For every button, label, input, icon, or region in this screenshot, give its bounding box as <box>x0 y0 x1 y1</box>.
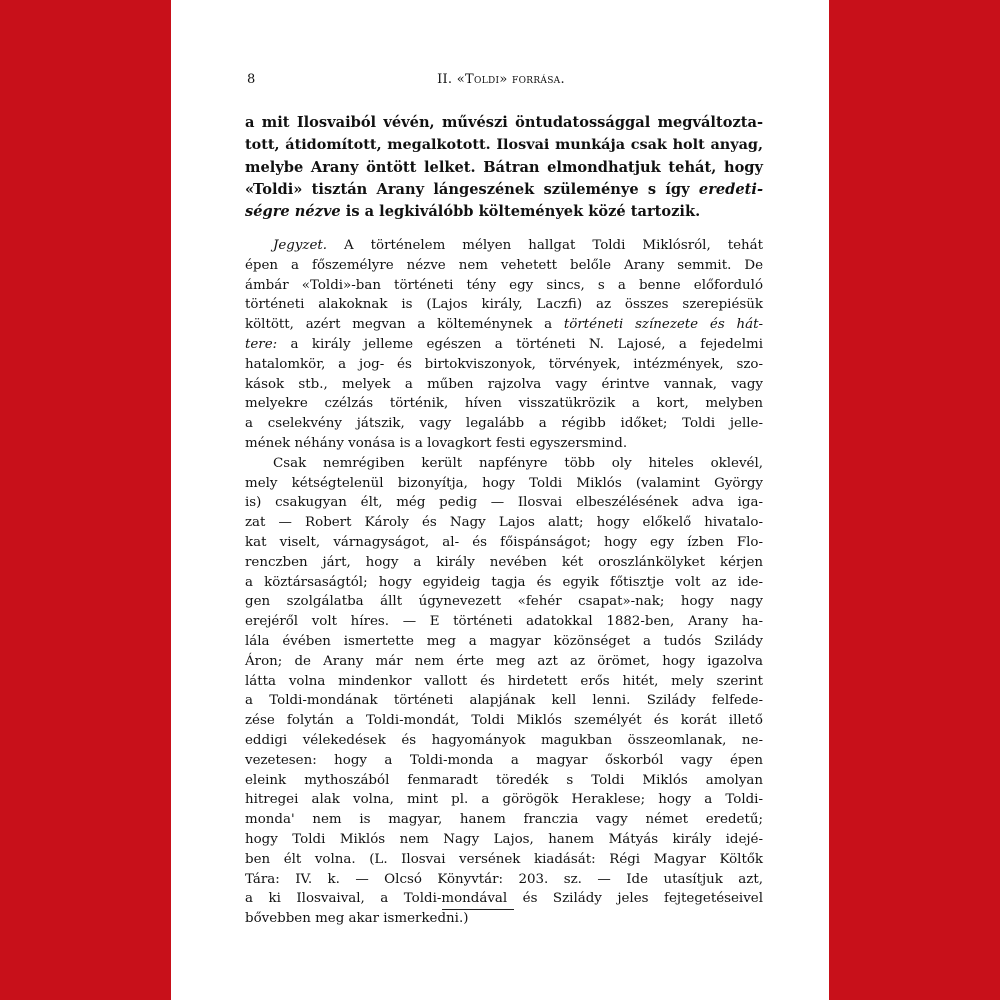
text-line: melybe Arany öntött lelket. Bátran elmondhatjuk tehát, hogy <box>245 158 763 176</box>
end-rule <box>442 909 514 910</box>
page-header <box>247 72 755 92</box>
text-line: eddigi vélekedések és hagyományok magukban összeomlanak, ne- <box>245 732 763 748</box>
text-line <box>245 201 763 223</box>
text-line: vezetesen: hogy a Toldi-monda a magyar őskorból vagy épen <box>245 752 763 768</box>
page-number: 8 <box>247 72 256 87</box>
text-line <box>245 315 763 335</box>
italic-span: történeti színezete és hát- <box>563 317 763 333</box>
italic-span: ségre nézve <box>245 203 341 221</box>
text-line: a köztársaságtól; hogy egyideig tagja és egyik főtisztje volt az ide- <box>245 574 763 590</box>
text-line: lála évében ismertette meg a magyar közönséget a tudós Szilády <box>245 633 763 649</box>
italic-span: tere: <box>245 336 278 352</box>
text-line: bővebben meg akar ismerkedni.) <box>245 911 469 927</box>
text-line: Tára: IV. k. — Olcsó Könyvtár: 203. sz. — Ide utasítjuk azt, <box>245 871 763 887</box>
text-line: kások stb., melyek a műben rajzolva vagy érintve vannak, vagy <box>245 376 763 392</box>
text-line: hatalomkör, a jog- és birtokviszonyok, törvények, intézmények, szo- <box>245 356 763 372</box>
text-line: a Toldi-mondának történeti alapjának kell lenni. Szilády felfede- <box>245 693 763 709</box>
text-line: mének néhány vonása is a lovagkort festi egyszersmind. <box>245 435 628 451</box>
text-line <box>245 236 763 256</box>
text-line: hogy Toldi Miklós nem Nagy Lajos, hanem Mátyás király idejé- <box>245 831 763 847</box>
text-line <box>245 179 763 201</box>
text-line: tott, átidomított, megalkotott. Ilosvai munkája csak holt anyag, <box>245 136 763 154</box>
text-line: ben élt volna. (L. Ilosvai versének kiadását: Régi Magyar Költők <box>245 851 763 867</box>
note-section <box>245 236 763 929</box>
text-line: zése folytán a Toldi-mondát, Toldi Miklós személyét és korát illető <box>245 713 763 729</box>
text-span: A történelem mélyen hallgat Toldi Miklósról, tehát <box>327 238 763 253</box>
text-line: a cselekvény játszik, vagy legalább a régibb időket; Toldi jelle- <box>245 416 763 432</box>
text-line: történeti alakoknak is (Lajos király, Laczfi) az összes szerepiésük <box>245 297 763 313</box>
text-span: «Toldi» tisztán Arany lángeszének szüleménye s így <box>245 180 699 198</box>
text-span: költött, azért megvan a költeménynek a <box>245 317 564 333</box>
text-line: is) csakugyan élt, még pedig — Ilosvai elbeszélésének adva iga- <box>245 495 763 511</box>
text-span: a király jelleme egészen a történeti N. Lajosé, a fejedelmi <box>277 336 763 352</box>
text-line: Csak nemrégiben került napfényre több oly hiteles oklevél, <box>273 455 763 471</box>
text-line: a mit Ilosvaiból vévén, művészi öntudatossággal megváltozta- <box>245 114 763 131</box>
text-line: zat — Robert Károly és Nagy Lajos alatt; hogy előkelő hivatalo- <box>245 515 763 531</box>
text-line: kat viselt, várnagyságot, al- és főispánságot; hogy egy ízben Flo- <box>245 534 763 550</box>
note-label: Jegyzet. <box>273 238 328 253</box>
text-line: eleink mythoszából fenmaradt töredék s Toldi Miklós amolyan <box>245 772 763 788</box>
italic-span: eredeti- <box>698 180 763 198</box>
text-line: renczben járt, hogy a király nevében két oroszlánkölyket kérjen <box>245 554 763 570</box>
text-line: Áron; de Arany már nem érte meg azt az örömet, hogy igazolva <box>245 653 763 669</box>
text-line: gen szolgálatba állt úgynevezett «fehér csapat»-nak; hogy nagy <box>245 594 763 610</box>
text-line: melyekre czélzás történik, híven visszatükrözik a kort, melyben <box>245 396 763 412</box>
text-line <box>245 335 763 355</box>
text-line: mely kétségtelenül bizonyítja, hogy Toldi Miklós (valamint György <box>245 475 763 491</box>
running-title: II. «Toldi» forrása. <box>437 72 565 87</box>
main-paragraph <box>245 112 763 223</box>
text-line: épen a főszemélyre nézve nem vehetett belőle Arany semmit. De <box>245 257 763 273</box>
text-line: erejéről volt híres. — E történeti adatokkal 1882-ben, Arany ha- <box>245 614 763 630</box>
text-line: a ki Ilosvaival, a Toldi-mondával és Szilády jeles fejtegetéseivel <box>245 891 763 907</box>
text-line: monda' nem is magyar, hanem franczia vagy német eredetű; <box>245 812 763 828</box>
text-line: hitregei alak volna, mint pl. a görögök Heraklese; hogy a Toldi- <box>245 792 763 808</box>
text-line: látta volna mindenkor vallott és hirdetett erős hitét, mely szerint <box>245 673 763 689</box>
text-span: is a legkiválóbb költemények közé tartozik. <box>340 203 701 221</box>
text-line: ámbár «Toldi»-ban történeti tény egy sincs, s a benne előforduló <box>245 277 763 293</box>
book-page <box>171 0 829 1000</box>
